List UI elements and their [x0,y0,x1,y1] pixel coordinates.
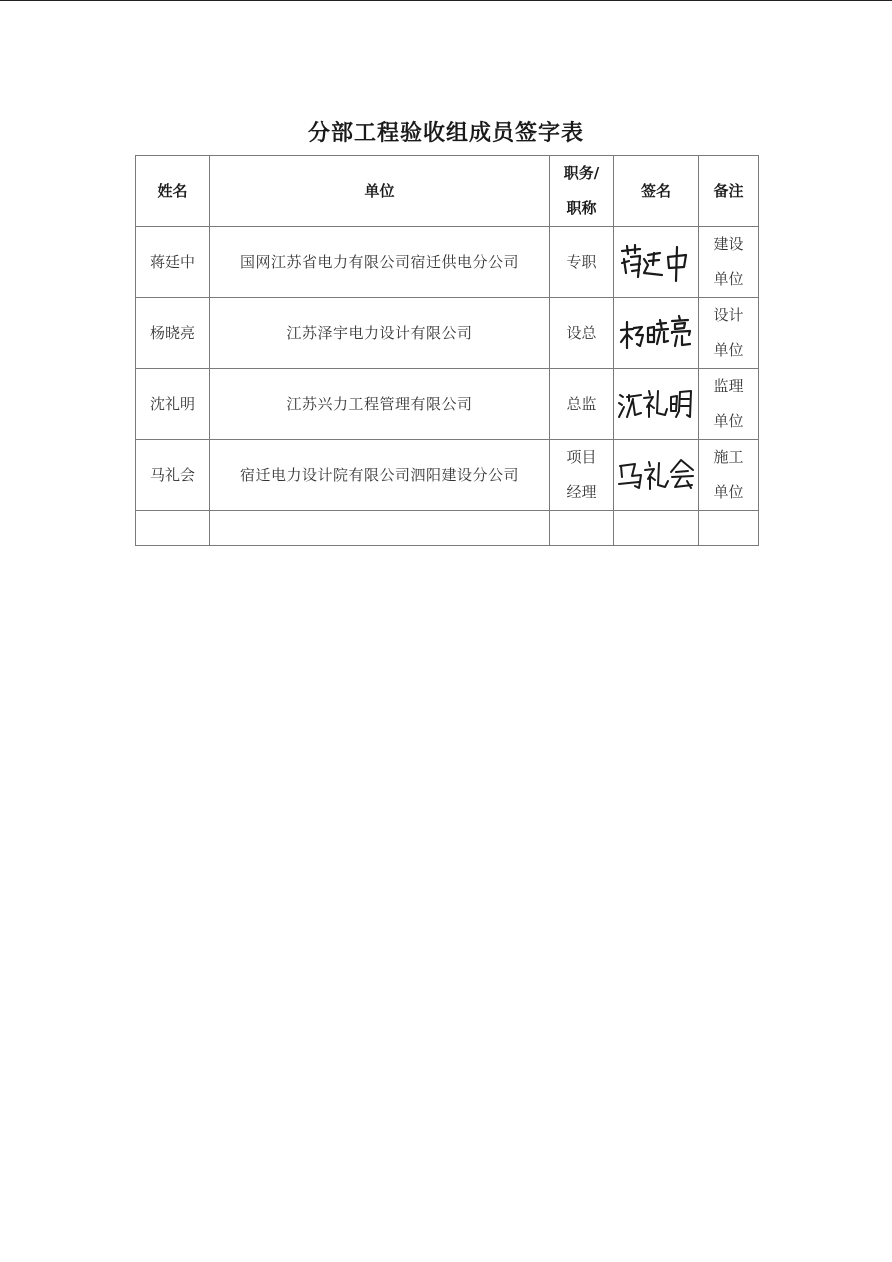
member-name: 马礼会 [136,440,210,511]
member-remark-line2: 单位 [713,412,744,430]
member-remark-line1: 施工 [713,448,744,466]
member-title-line1: 设总 [566,323,597,342]
handwritten-signature-2 [616,308,696,358]
table-header-row [136,156,759,227]
header-signature: 签名 [614,156,699,227]
member-title [550,298,614,369]
header-title-line2: 职称 [566,199,597,217]
table-row [136,369,759,440]
member-title [550,369,614,440]
member-remark-line2: 单位 [713,341,744,359]
member-remark [699,227,759,298]
member-title-line1: 总监 [566,394,597,413]
handwritten-signature-4 [615,450,697,500]
empty-cell [699,511,759,546]
member-title-line1: 项目 [566,448,597,466]
member-signature [614,298,699,369]
member-remark-line2: 单位 [713,483,744,501]
header-unit: 单位 [210,156,550,227]
table-row [136,227,759,298]
handwritten-signature-1 [616,237,696,287]
member-signature [614,227,699,298]
table-row [136,298,759,369]
member-unit: 江苏兴力工程管理有限公司 [210,369,550,440]
member-unit: 国网江苏省电力有限公司宿迁供电分公司 [210,227,550,298]
member-unit: 宿迁电力设计院有限公司泗阳建设分公司 [210,440,550,511]
header-title [550,156,614,227]
member-signature [614,369,699,440]
member-name: 沈礼明 [136,369,210,440]
empty-cell [614,511,699,546]
header-name: 姓名 [136,156,210,227]
empty-cell [550,511,614,546]
signature-table [135,155,759,546]
member-name: 蒋廷中 [136,227,210,298]
page-top-rule [0,0,892,1]
table-row-empty [136,511,759,546]
member-remark-line1: 建设 [713,235,744,253]
member-title [550,227,614,298]
member-title-line1: 专职 [566,252,597,271]
member-remark [699,369,759,440]
table-row [136,440,759,511]
member-name: 杨晓亮 [136,298,210,369]
empty-cell [210,511,550,546]
member-unit: 江苏泽宇电力设计有限公司 [210,298,550,369]
handwritten-signature-3 [615,379,697,429]
member-signature [614,440,699,511]
member-remark [699,440,759,511]
header-remark: 备注 [699,156,759,227]
header-title-line1: 职务/ [563,164,600,182]
member-title-line2: 经理 [566,483,597,501]
member-remark-line1: 监理 [713,377,744,395]
member-remark-line1: 设计 [713,306,744,324]
document-title: 分部工程验收组成员签字表 [307,120,584,146]
member-title [550,440,614,511]
member-remark [699,298,759,369]
empty-cell [136,511,210,546]
member-remark-line2: 单位 [713,270,744,288]
